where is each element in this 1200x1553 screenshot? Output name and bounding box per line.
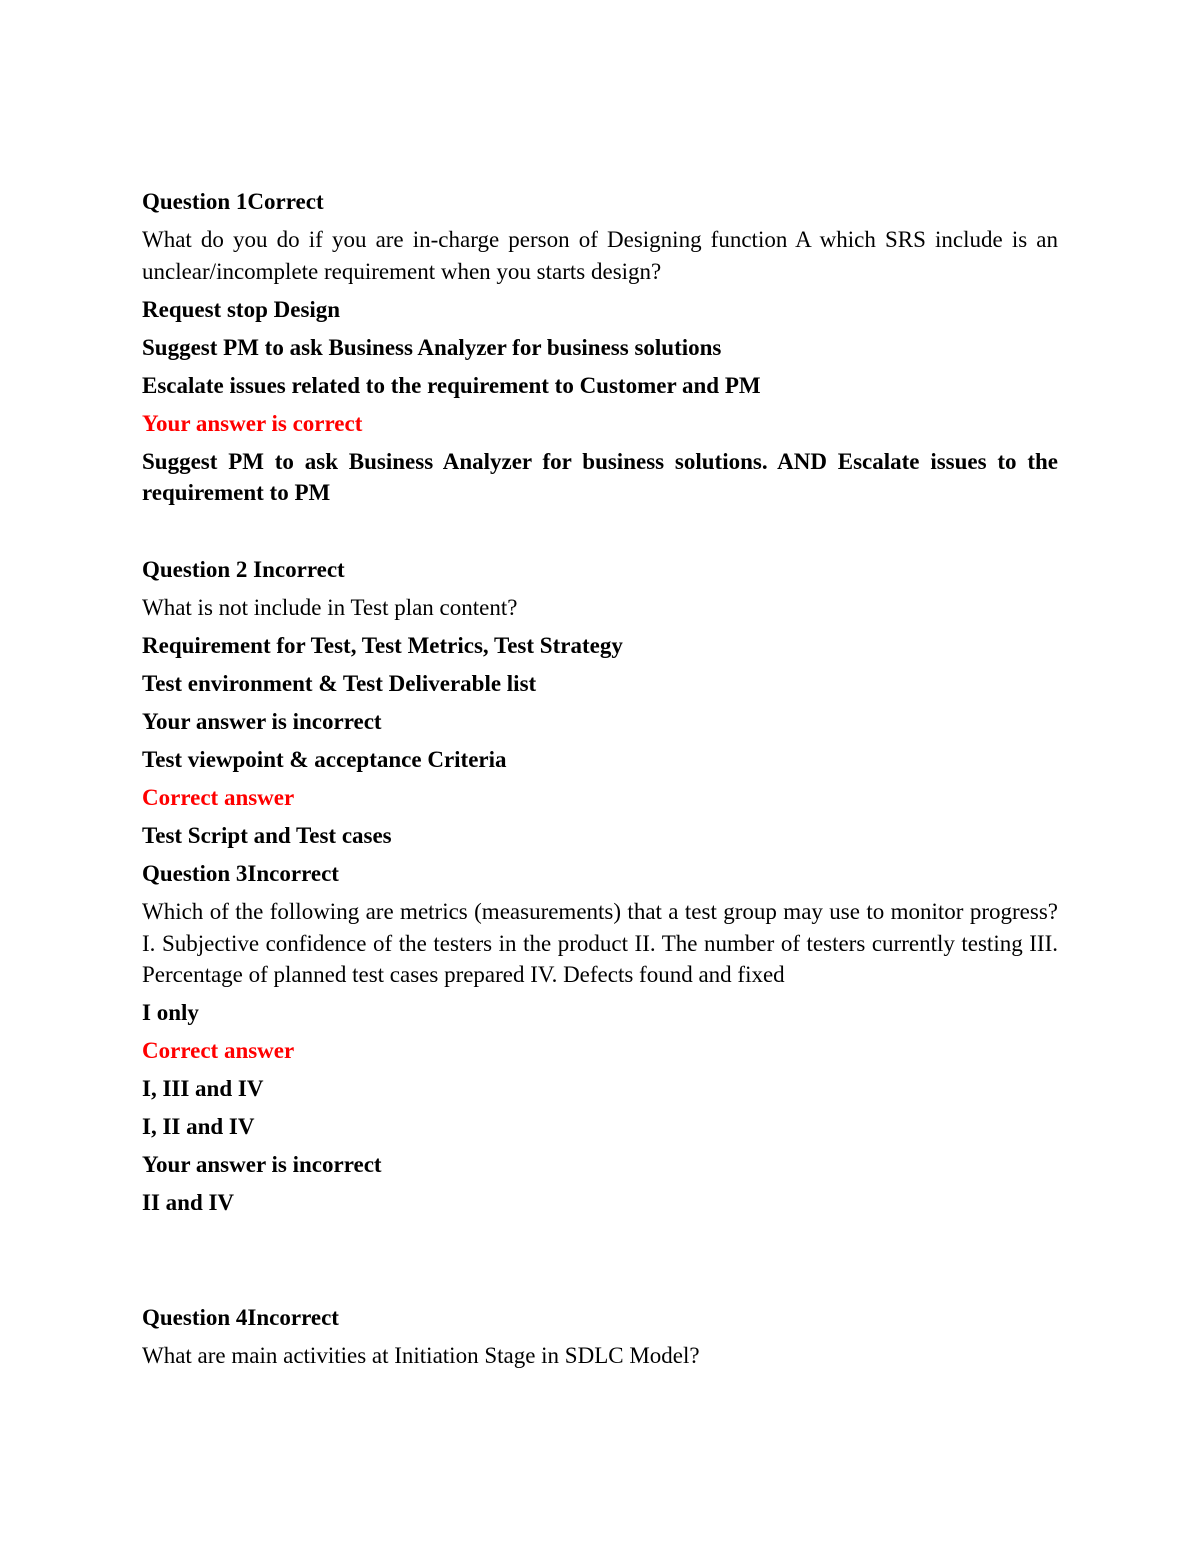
paragraph-spacer	[142, 515, 1058, 554]
question-2-text: What is not include in Test plan content?	[142, 595, 518, 620]
document-content	[142, 186, 1058, 1378]
question-1-answer: Suggest PM to ask Business Analyzer for business solutions. AND Escalate issues to the requirement to PM	[142, 448, 1058, 505]
paragraph-spacer	[142, 1225, 1058, 1302]
question-2-option: Test environment & Test Deliverable list	[142, 671, 537, 696]
question-1-feedback: Your answer is correct	[142, 410, 363, 436]
question-1-option: Request stop Design	[142, 296, 341, 322]
question-2-feedback: Your answer is incorrect	[142, 709, 382, 734]
question-2-option: Requirement for Test, Test Metrics, Test Strategy	[142, 633, 623, 658]
question-1-option: Suggest PM to ask Business Analyzer for business solutions	[142, 334, 722, 360]
question-1-text: What do you do if you are in-charge person of Designing function A which SRS include is an unclear/incomplete requirement when you starts design?	[142, 227, 1058, 284]
question-4-text: What are main activities at Initiation Stage in SDLC Model?	[142, 1343, 700, 1368]
question-3-feedback: Your answer is incorrect	[142, 1152, 382, 1177]
question-2-heading: Question 2 Incorrect	[142, 557, 345, 582]
question-3-correct-label: Correct answer	[142, 1038, 295, 1063]
question-3-text: Which of the following are metrics (measurements) that a test group may use to monitor progress? I. Subjective confidence of the testers in the product II. The number of testers currently testing III. Percentage of planned test cases prepared IV. Defects found and fixed	[142, 899, 1058, 987]
question-3-option: I only	[142, 1000, 199, 1025]
question-1-heading: Question 1Correct	[142, 189, 324, 214]
question-4-heading: Question 4Incorrect	[142, 1305, 339, 1330]
question-3-option: II and IV	[142, 1190, 235, 1215]
question-3-option: I, II and IV	[142, 1114, 255, 1139]
question-2-option: Test Script and Test cases	[142, 823, 392, 848]
question-2-correct-label: Correct answer	[142, 785, 295, 810]
question-3-option: I, III and IV	[142, 1076, 264, 1101]
question-3-heading: Question 3Incorrect	[142, 861, 339, 886]
question-1-option: Escalate issues related to the requirement to Customer and PM	[142, 372, 761, 398]
question-2-option: Test viewpoint & acceptance Criteria	[142, 747, 507, 772]
